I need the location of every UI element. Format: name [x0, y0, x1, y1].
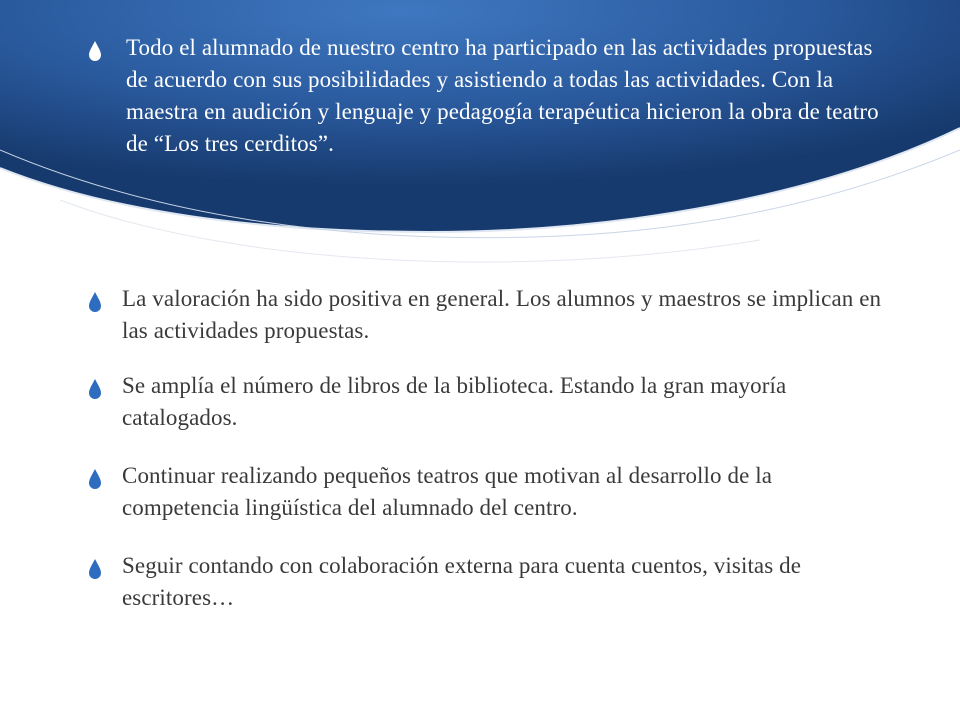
bullet-text: La valoración ha sido positiva en general. Los alumnos y maestros se implican en las actividades propuestas. [122, 286, 882, 343]
bullet-text: Todo el alumnado de nuestro centro ha participado en las actividades propuestas de acuerdo con sus posibilidades y asistiendo a todas las actividades. Con la maestra en audición y lenguaje y pedagogía terapéutica hicieron la obra de teatro de “Los tres cerditos”. [126, 35, 879, 156]
water-drop-icon [88, 40, 102, 62]
bullet-text: Continuar realizando pequeños teatros que motivan al desarrollo de la competencia lingüística del alumnado del centro. [122, 463, 773, 520]
water-drop-icon [88, 468, 102, 490]
water-drop-icon [88, 558, 102, 580]
bullet-text: Se amplía el número de libros de la biblioteca. Estando la gran mayoría catalogados. [122, 373, 787, 430]
bullet-text: Seguir contando con colaboración externa para cuenta cuentos, visitas de escritores… [122, 553, 802, 610]
water-drop-icon [88, 378, 102, 400]
water-drop-icon [88, 291, 102, 313]
